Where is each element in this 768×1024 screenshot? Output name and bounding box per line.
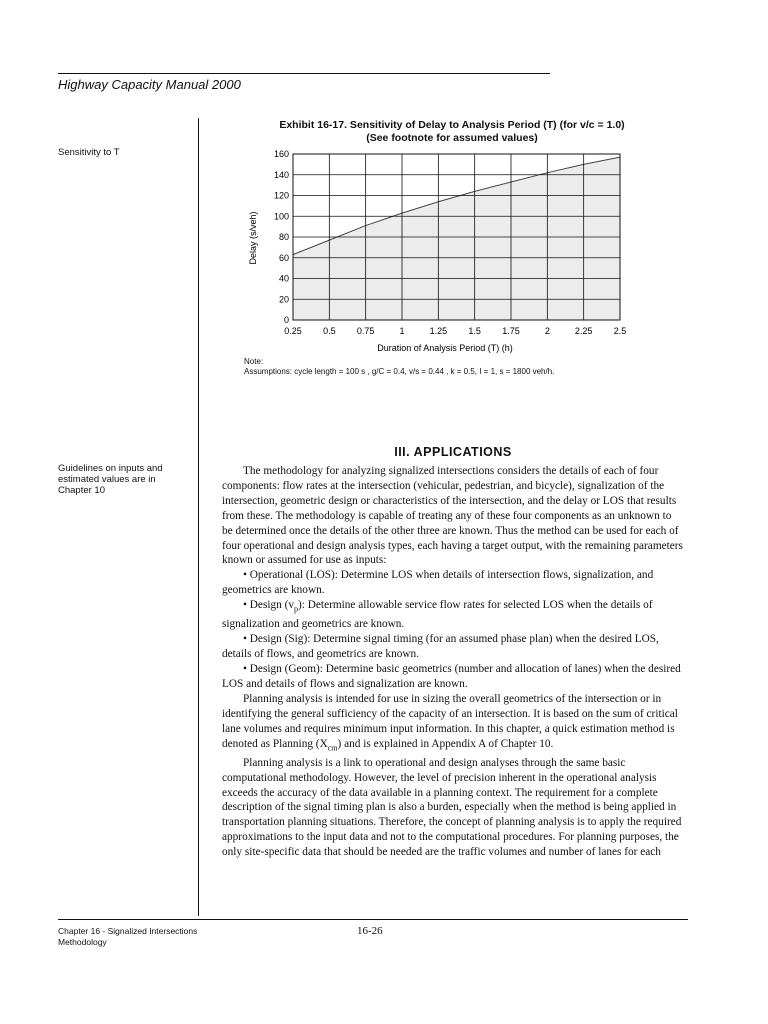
x-tick-label: 0.25 <box>284 326 302 336</box>
delay-chart <box>230 146 650 358</box>
exhibit-title <box>222 119 682 145</box>
y-tick-label: 60 <box>278 252 289 263</box>
x-tick-label: 2.5 <box>613 326 627 336</box>
x-axis-label: Duration of Analysis Period (T) (h) <box>377 343 513 353</box>
y-tick-label: 40 <box>278 273 289 284</box>
exhibit-note-label: Note: <box>244 357 264 366</box>
bullet-design-geom: • Design (Geom): Determine basic geometrics (number and allocation of lanes) when the desired LOS and details of flows and signalization are known. <box>222 663 681 690</box>
exhibit-title-line2: (See footnote for assumed values) <box>366 132 538 144</box>
y-tick-label: 160 <box>273 149 289 159</box>
y-tick-label: 120 <box>273 190 289 201</box>
x-tick-label: 0.75 <box>356 326 375 336</box>
series-area-delay <box>293 157 620 320</box>
paragraph-planning-link: Planning analysis is a link to operational and design analyses through the same basic computational methodology. However, the level of precision inherent in the operational analysis exceeds the accuracy of the data available in a planning context. The requirement for a complete description of the signal timing plan is also a burden, especially when the method is being applied in transportation planning situations. Therefore, the concept of planning analysis is to apply the required approximations to the input data and not to the computational procedures. For planning purposes, the only site-specific data that should be needed are the traffic volumes and number of lanes for each <box>222 756 682 859</box>
x-tick-label: 1 <box>399 326 405 336</box>
section-heading: III. APPLICATIONS <box>394 445 512 459</box>
paragraph-intro: The methodology for analyzing signalized intersections considers the details of each of four components: flow rates at the intersection (vehicular, pedestrian, and bicycle), signalization of the intersection, geometric design or characteristics of the intersection, and the delay or LOS that results from these. The methodology is capable of treating any of these four components as an unknown to be determined once the details of the other three are known. Thus the method can be used for each of four operational and design analysis types, each having a target output, with the remaining parameters known or assumed for use as inputs: <box>222 465 683 567</box>
x-tick-label: 2.25 <box>574 326 593 336</box>
x-tick-label: 2 <box>544 326 550 336</box>
x-tick-label: 0.5 <box>323 326 336 336</box>
y-tick-label: 80 <box>278 232 289 242</box>
body-text <box>222 464 684 860</box>
x-tick-label: 1.75 <box>502 326 520 336</box>
margin-divider <box>198 118 199 916</box>
bullet-design-vp: • Design $(v_p)$: Determine allowable service flow rates for selected LOS when the details of signalization and geometrics are known. <box>222 599 653 631</box>
running-head: Highway Capacity Manual 2000 <box>58 77 241 92</box>
page-number: 16-26 <box>357 925 383 937</box>
x-tick-label: 1.25 <box>429 326 448 336</box>
y-tick-label: 20 <box>278 294 289 305</box>
y-tick-label: 100 <box>273 211 289 222</box>
paragraph-planning: Planning analysis is intended for use in sizing the overall geometrics of the intersection or in identifying the general sufficiency of the capacity of an intersection. It is based on the sum of critical lane volumes and requires minimum input information. In this chapter, a quick estimation method is denoted as Planning $(X_{cm})$ and is explained in Appendix A of Chapter 10. <box>222 692 678 752</box>
y-tick-label: 140 <box>273 169 289 180</box>
header-rule <box>58 73 550 74</box>
margin-note-guidelines: Guidelines on inputs and estimated values are in Chapter 10 <box>58 463 163 496</box>
footer-chapter-line1: Chapter 16 - Signalized Intersections <box>58 926 198 936</box>
x-tick-label: 1.5 <box>468 326 481 336</box>
y-axis-label: Delay (s/veh) <box>248 211 258 265</box>
footer-rule <box>58 919 688 920</box>
margin-note-sensitivity: Sensitivity to T <box>58 147 120 158</box>
footer-chapter <box>58 926 197 948</box>
bullet-operational: • Operational (LOS): Determine LOS when details of intersection flows, signalization, and geometrics are known. <box>222 569 654 597</box>
bullet-design-sig: • Design (Sig): Determine signal timing (for an assumed phase plan) when the desired LOS, details of flows, and geometrics are known. <box>222 633 659 661</box>
exhibit-title-line1: Exhibit 16-17. Sensitivity of Delay to Analysis Period (T) (for v/c = 1.0) <box>279 119 625 131</box>
y-tick-label: 0 <box>283 315 289 325</box>
footer-chapter-line2: Methodology <box>58 937 107 947</box>
exhibit-note-text: Assumptions: cycle length = 100 s , g/C = 0.4, v/s = 0.44 , k = 0.5, I = 1, s = 1800 veh/h. <box>244 367 555 376</box>
